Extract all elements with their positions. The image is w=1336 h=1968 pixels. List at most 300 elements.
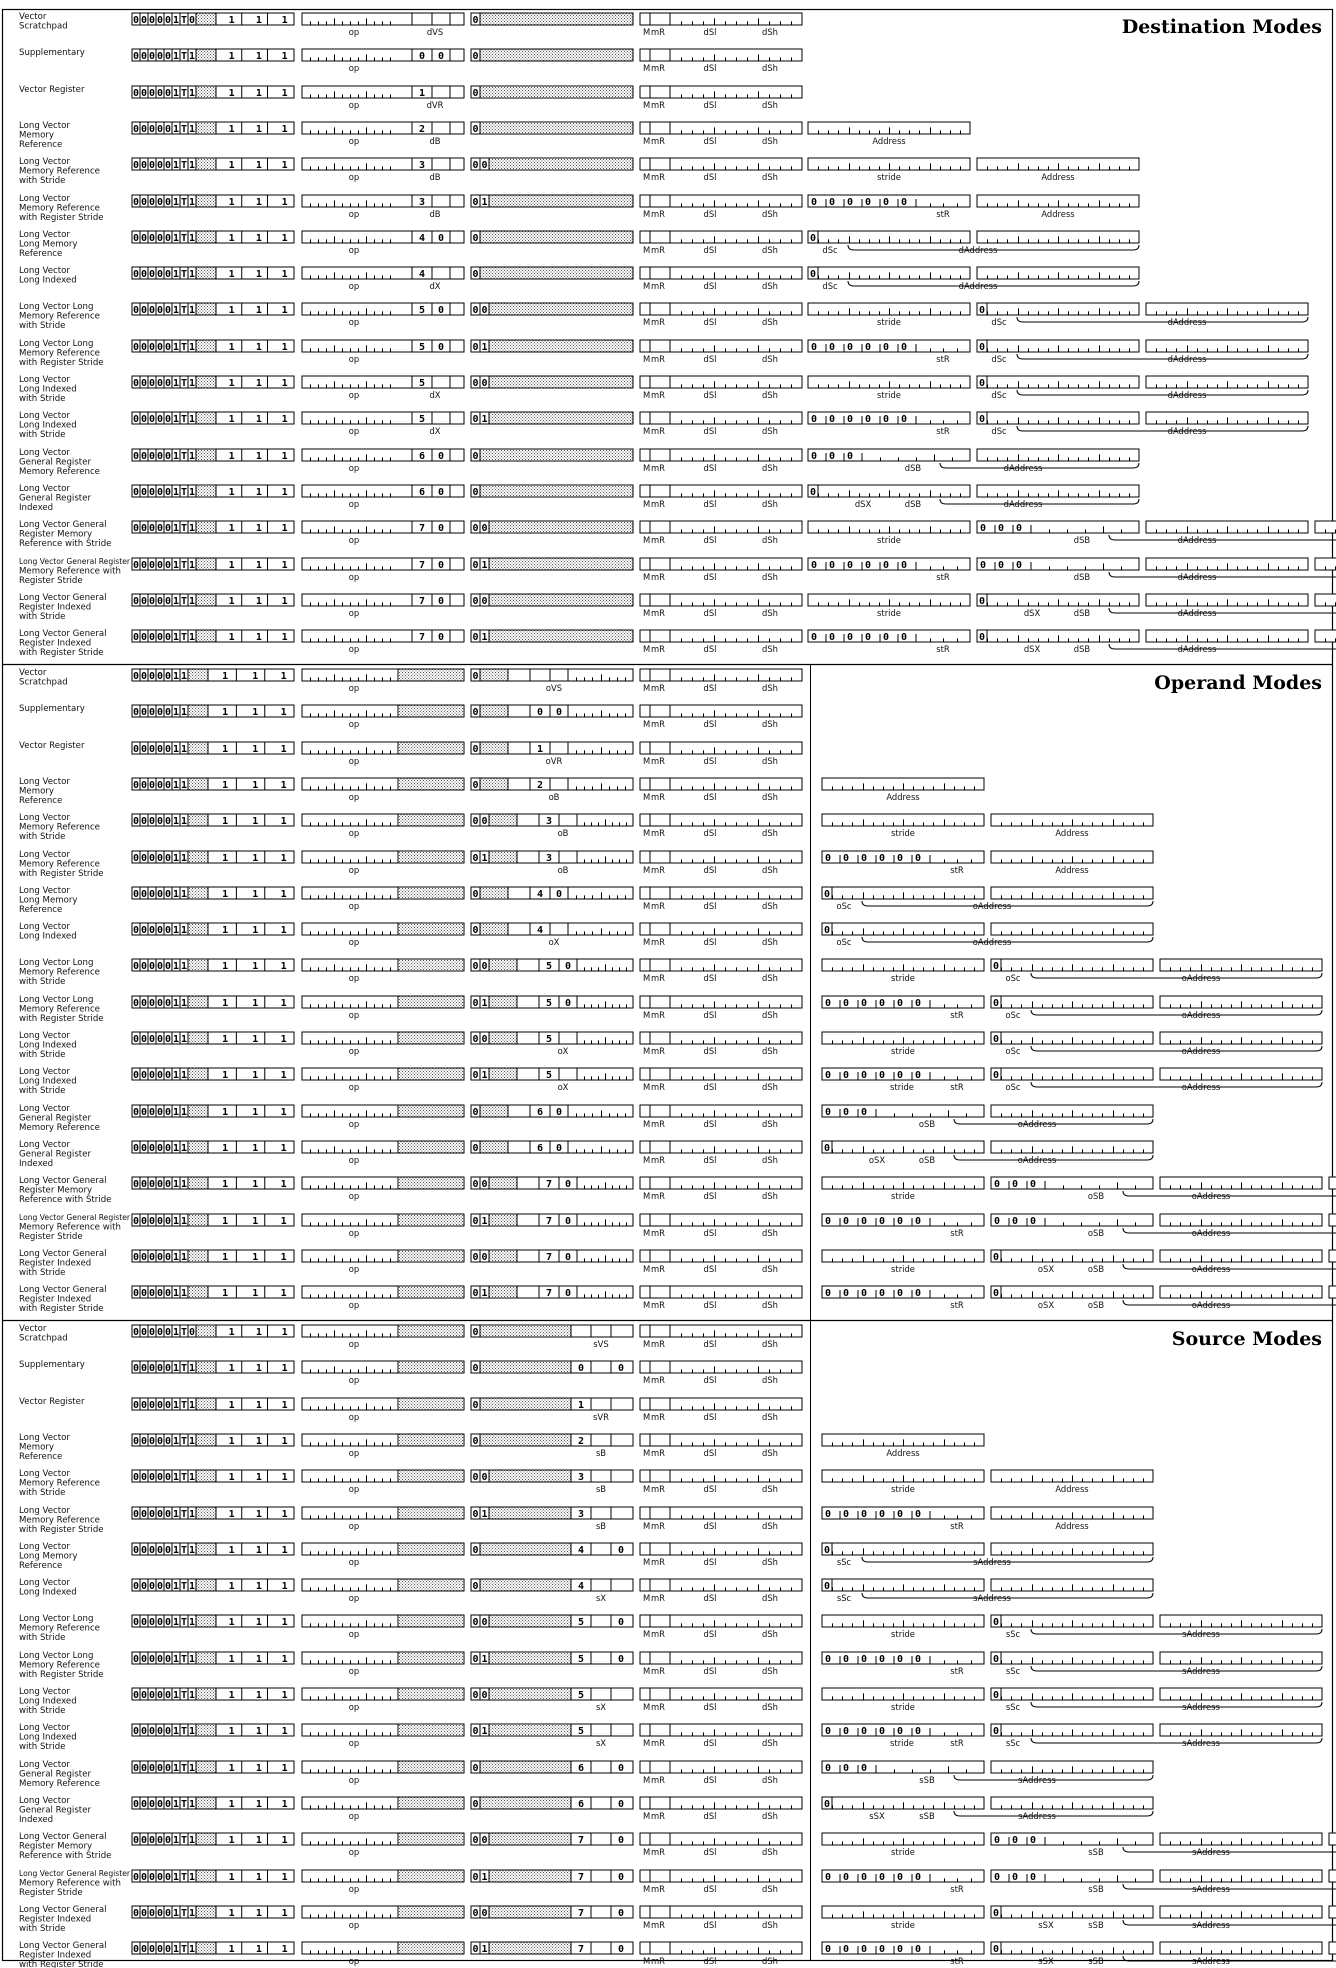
mr-caption: mR xyxy=(651,1412,665,1422)
mode-bit: 0 xyxy=(472,51,479,62)
mode-shaded-field xyxy=(489,1507,571,1519)
field-digit: 1 xyxy=(255,1581,262,1592)
m-caption: M xyxy=(643,390,651,400)
extension-caption: stR xyxy=(936,426,950,436)
field-digit: 1 xyxy=(281,1363,288,1374)
zero-bit: 0 xyxy=(860,1288,868,1299)
opcode-bit: 0 xyxy=(156,15,164,26)
opcode-bit: 0 xyxy=(148,780,156,791)
zero-bit: 0 xyxy=(978,596,986,607)
modifier-word xyxy=(640,778,802,802)
opcode-bit: 1 xyxy=(172,1617,180,1628)
row-label: with Stride xyxy=(19,394,66,404)
row-label: Supplementary xyxy=(19,1360,85,1370)
opcode-bit: 0 xyxy=(132,233,140,244)
mode-digit: 2 xyxy=(536,780,544,791)
opcode-bit: T xyxy=(180,1472,188,1483)
zero-bit: 0 xyxy=(900,560,908,571)
span-brace xyxy=(1017,426,1308,431)
row-label: Memory xyxy=(19,130,54,141)
modifier-word xyxy=(640,1032,802,1056)
extension-word xyxy=(822,1470,984,1494)
format-row xyxy=(19,1104,1153,1133)
mr-caption: mR xyxy=(651,901,665,911)
extension-caption: stride xyxy=(877,535,901,545)
sb-caption: oSB xyxy=(1087,1228,1105,1238)
field-digit: 1 xyxy=(228,487,235,498)
field-digit: 1 xyxy=(222,744,229,755)
row-label: Long Indexed xyxy=(19,275,77,286)
opcode-bit: 0 xyxy=(148,124,156,135)
row-label: with Stride xyxy=(19,1268,66,1278)
opcode-bit: 0 xyxy=(140,671,148,682)
dsh-caption: dSh xyxy=(762,1010,778,1020)
opcode-bit: 1 xyxy=(180,1252,188,1263)
mode-digit: 0 xyxy=(564,1288,572,1299)
opcode-word xyxy=(132,1615,294,1628)
zero-bit: 0 xyxy=(992,1070,1000,1081)
dsl-caption: dSl xyxy=(703,172,717,182)
opcode-bit: 0 xyxy=(140,1509,148,1520)
zero-bit: 0 xyxy=(842,1107,850,1118)
extension-caption: stride xyxy=(890,1082,914,1092)
address-word xyxy=(1315,630,1336,642)
opcode-bit: 1 xyxy=(172,596,180,607)
field-digit: 1 xyxy=(252,1179,259,1190)
field-digit: 1 xyxy=(252,1107,259,1118)
zero-bit: 0 xyxy=(864,414,872,425)
dsl-caption: dSl xyxy=(703,828,717,838)
mr-caption: mR xyxy=(651,1339,665,1349)
m-caption: M xyxy=(643,1264,651,1274)
opcode-bit: 1 xyxy=(188,378,196,389)
zero-bit: 0 xyxy=(860,1509,868,1520)
zero-bit: 0 xyxy=(828,342,836,353)
mode-bit: 0 xyxy=(472,1034,479,1045)
mode-shaded-field xyxy=(489,594,633,606)
zero-bit: 0 xyxy=(809,233,817,244)
modifier-word xyxy=(640,1177,802,1201)
mode-shaded-field xyxy=(489,340,633,352)
modifier-word xyxy=(640,923,802,947)
modifier-word xyxy=(640,303,802,327)
modifier-word xyxy=(640,558,802,582)
zero-bit: 0 xyxy=(823,1581,831,1592)
mode-bit: 0 xyxy=(472,1070,479,1081)
opcode-bit: 0 xyxy=(156,780,164,791)
opcode-word xyxy=(132,1543,294,1556)
row-label: Register Indexed xyxy=(19,638,92,649)
opcode-bit: 0 xyxy=(140,707,148,718)
opcode-word xyxy=(132,669,294,682)
opcode-bit: 0 xyxy=(164,88,172,99)
opcode-bit: 1 xyxy=(172,853,180,864)
mr-caption: mR xyxy=(651,63,665,73)
opcode-shaded-field xyxy=(196,1615,216,1627)
op-shaded-field xyxy=(398,742,464,754)
zero-bit: 0 xyxy=(823,1143,831,1154)
zero-bit: 0 xyxy=(896,1288,904,1299)
opcode-word xyxy=(132,122,294,135)
address-word xyxy=(1160,1214,1322,1226)
mode-bit: 0 xyxy=(472,744,479,755)
dsh-caption: dSh xyxy=(762,1119,778,1129)
opcode-bit: 1 xyxy=(172,1545,180,1556)
field-caption: oX xyxy=(557,1082,569,1092)
opcode-bit: 0 xyxy=(156,596,164,607)
opcode-bit: T xyxy=(180,1327,188,1338)
opcode-bit: 0 xyxy=(140,1034,148,1045)
opcode-word xyxy=(132,959,294,972)
zero-bit: 0 xyxy=(900,414,908,425)
modifier-box xyxy=(640,122,802,134)
opcode-bit: 1 xyxy=(172,305,180,316)
zero-bit: 0 xyxy=(978,632,986,643)
mode-shaded-field xyxy=(489,996,517,1008)
opcode-bit: 1 xyxy=(180,998,188,1009)
mode-digit: 0 xyxy=(564,961,572,972)
mode-bit: 0 xyxy=(472,233,479,244)
zero-bit: 0 xyxy=(823,1545,831,1556)
dsh-caption: dSh xyxy=(762,1375,778,1385)
op-word xyxy=(302,594,464,618)
op-word xyxy=(302,1177,464,1201)
extension-sbxl xyxy=(977,630,1336,654)
row-label: Reference with Stride xyxy=(19,539,112,549)
op-word xyxy=(302,412,464,436)
span-brace xyxy=(1017,317,1308,322)
extension-zeros xyxy=(822,1068,984,1092)
op-caption: op xyxy=(348,463,360,473)
extension-scl xyxy=(977,303,1308,327)
extension-word xyxy=(977,158,1139,182)
dsh-caption: dSh xyxy=(762,172,778,182)
mode-bit: 0 xyxy=(472,998,479,1009)
opcode-bit: T xyxy=(180,197,188,208)
opcode-bit: 0 xyxy=(148,1179,156,1190)
sb-caption: oSB xyxy=(918,1155,936,1165)
mode-bit: 1 xyxy=(481,632,488,643)
opcode-bit: 1 xyxy=(180,961,188,972)
row-label: Long Vector xyxy=(19,1067,70,1077)
field-caption: oB xyxy=(548,792,560,802)
opcode-bit: 0 xyxy=(140,523,148,534)
opcode-bit: 1 xyxy=(172,560,180,571)
field-digit: 1 xyxy=(281,305,288,316)
opcode-shaded-field xyxy=(188,1068,208,1080)
format-row xyxy=(19,1213,1336,1242)
row-label: Memory Reference xyxy=(19,348,100,359)
opcode-bit: 0 xyxy=(132,378,140,389)
field-digit: 1 xyxy=(281,632,288,643)
opcode-bit: 0 xyxy=(132,671,140,682)
op-caption: op xyxy=(348,1119,360,1129)
m-caption: M xyxy=(643,865,651,875)
opcode-bit: 0 xyxy=(164,780,172,791)
opcode-shaded-field xyxy=(196,449,216,461)
opcode-bit: 1 xyxy=(180,853,188,864)
opcode-bit: 1 xyxy=(172,1509,180,1520)
opcode-bit: 1 xyxy=(172,1581,180,1592)
field-digit: 1 xyxy=(255,51,262,62)
opcode-word xyxy=(132,742,294,755)
zero-bit: 0 xyxy=(992,1252,1000,1263)
dsh-caption: dSh xyxy=(762,1484,778,1494)
sb-caption: dSB xyxy=(1073,644,1091,654)
extension-sc xyxy=(822,1543,1153,1567)
field-digit: 1 xyxy=(255,1363,262,1374)
zero-bit: 0 xyxy=(860,998,868,1009)
mode-digit: 0 xyxy=(555,707,563,718)
address-caption: oAddress xyxy=(1181,1082,1221,1092)
field-digit: 1 xyxy=(228,414,235,425)
mr-caption: mR xyxy=(651,27,665,37)
modifier-box xyxy=(640,1032,802,1044)
mode-bit: 0 xyxy=(472,889,479,900)
mode-digit: 2 xyxy=(577,1436,585,1447)
opcode-bit: 0 xyxy=(140,342,148,353)
extension-caption: stR xyxy=(936,572,950,582)
opcode-shaded-field xyxy=(196,49,216,61)
extension-caption: stride xyxy=(891,1484,915,1494)
opcode-bit: 0 xyxy=(164,853,172,864)
m-caption: M xyxy=(643,63,651,73)
opcode-bit: 1 xyxy=(188,342,196,353)
extension-word xyxy=(977,158,1139,170)
format-row xyxy=(19,1140,1153,1169)
modifier-word xyxy=(640,376,802,400)
op-shaded-field xyxy=(398,1398,464,1410)
mode-digit: 1 xyxy=(577,1400,585,1411)
opcode-bit: 0 xyxy=(148,596,156,607)
field-digit: 1 xyxy=(280,816,287,827)
opcode-bit: 0 xyxy=(164,51,172,62)
zero-bit: 0 xyxy=(1011,1216,1019,1227)
op-digit: 7 xyxy=(418,596,426,607)
row-label: Register Memory xyxy=(19,1185,93,1196)
opcode-bit: 0 xyxy=(156,961,164,972)
modifier-box xyxy=(640,1141,802,1153)
opcode-bit: 0 xyxy=(132,1252,140,1263)
field-digit: 1 xyxy=(280,1034,287,1045)
dsh-caption: dSh xyxy=(762,100,778,110)
field-digit: 1 xyxy=(280,707,287,718)
opcode-shaded-field xyxy=(196,1398,216,1410)
mode-word xyxy=(471,231,633,244)
opcode-shaded-field xyxy=(196,1507,216,1519)
format-row xyxy=(19,995,1322,1024)
field-digit: 1 xyxy=(255,632,262,643)
m-caption: M xyxy=(643,901,651,911)
field-digit: 1 xyxy=(281,88,288,99)
opcode-bit: 0 xyxy=(132,269,140,280)
zero-bit: 0 xyxy=(828,414,836,425)
zero-bit: 0 xyxy=(846,197,854,208)
dsl-caption: dSl xyxy=(703,572,717,582)
format-row xyxy=(19,194,1139,223)
zero-bit: 0 xyxy=(997,523,1005,534)
op-shaded-field xyxy=(398,1543,464,1555)
row-label: Long Vector xyxy=(19,1469,70,1479)
zero-bit: 0 xyxy=(992,961,1000,972)
section-title: Destination Modes xyxy=(1121,16,1322,38)
mode-shaded-field xyxy=(489,814,517,826)
mode-shaded-field xyxy=(489,303,633,315)
mode-bit: 0 xyxy=(472,487,479,498)
mr-caption: mR xyxy=(651,1375,665,1385)
extension-zeros xyxy=(808,630,970,654)
dsl-caption: dSl xyxy=(703,1593,717,1603)
opcode-bit: 0 xyxy=(148,632,156,643)
field-digit: 1 xyxy=(255,596,262,607)
mode-word xyxy=(471,742,633,766)
span-brace xyxy=(1109,572,1336,577)
mode-word xyxy=(471,1214,633,1227)
format-row xyxy=(19,958,1322,987)
op-word xyxy=(302,1032,464,1056)
opcode-bit: 0 xyxy=(140,744,148,755)
dsh-caption: dSh xyxy=(762,281,778,291)
row-label: Long Vector xyxy=(19,266,70,276)
mr-caption: mR xyxy=(651,172,665,182)
extension-caption: stride xyxy=(891,1046,915,1056)
extension-caption: stR xyxy=(950,1300,964,1310)
zero-bit: 0 xyxy=(860,1070,868,1081)
modifier-box xyxy=(640,195,802,207)
span-brace xyxy=(1109,644,1336,649)
opcode-bit: 0 xyxy=(148,1216,156,1227)
opcode-bit: 0 xyxy=(164,1107,172,1118)
opcode-bit: 0 xyxy=(156,1143,164,1154)
dsl-caption: dSl xyxy=(703,463,717,473)
address-word xyxy=(1146,340,1308,352)
opcode-bit: 1 xyxy=(172,816,180,827)
address-word xyxy=(1146,376,1308,388)
word-box xyxy=(1329,1286,1336,1298)
field-digit: 1 xyxy=(255,1472,262,1483)
opcode-bit: 0 xyxy=(164,1070,172,1081)
zero-bit: 0 xyxy=(824,1509,832,1520)
address-caption: oAddress xyxy=(1181,973,1221,983)
row-label: with Register Stride xyxy=(19,1304,104,1314)
zero-bit: 0 xyxy=(914,853,922,864)
op-shaded-field xyxy=(398,1325,464,1337)
opcode-bit: 0 xyxy=(164,961,172,972)
mode-bit: 0 xyxy=(481,816,488,827)
op-digit: 7 xyxy=(418,560,426,571)
modifier-box xyxy=(640,1543,802,1555)
mode-bit: 1 xyxy=(481,1216,488,1227)
mr-caption: mR xyxy=(651,1082,665,1092)
modifier-box xyxy=(640,814,802,826)
opcode-shaded-field xyxy=(196,86,216,98)
sc-caption: sSc xyxy=(836,1557,852,1567)
opcode-bit: 0 xyxy=(148,1363,156,1374)
op-caption: op xyxy=(348,100,360,110)
opcode-bit: 1 xyxy=(172,88,180,99)
opcode-bit: 0 xyxy=(164,925,172,936)
op-word xyxy=(302,158,464,182)
field-digit: 1 xyxy=(252,671,259,682)
modifier-word xyxy=(640,814,802,838)
mode-bit: 1 xyxy=(481,560,488,571)
span-brace xyxy=(1109,535,1336,540)
opcode-bit: 0 xyxy=(140,15,148,26)
modifier-box xyxy=(640,594,802,606)
zero-bit: 0 xyxy=(842,1216,850,1227)
op-word xyxy=(302,13,464,37)
op-word xyxy=(302,923,464,947)
extension-word xyxy=(822,959,984,971)
sc-caption: sSc xyxy=(836,1593,852,1603)
op-digit: 3 xyxy=(418,160,426,171)
mr-caption: mR xyxy=(651,499,665,509)
dsl-caption: dSl xyxy=(703,27,717,37)
opcode-bit: 1 xyxy=(188,560,196,571)
address-caption: oAddress xyxy=(1181,1010,1221,1020)
mode-digit: 5 xyxy=(545,961,553,972)
opcode-bit: 0 xyxy=(140,1252,148,1263)
format-row xyxy=(19,411,1308,440)
opcode-bit: 0 xyxy=(148,88,156,99)
opcode-bit: 1 xyxy=(180,889,188,900)
field-digit: 1 xyxy=(228,342,235,353)
row-label: Memory Reference xyxy=(19,1623,100,1634)
opcode-word xyxy=(132,412,294,425)
op-word xyxy=(302,887,464,911)
address-word xyxy=(1329,1214,1336,1226)
opcode-bit: 1 xyxy=(180,925,188,936)
opcode-word xyxy=(132,1470,294,1483)
opcode-bit: 0 xyxy=(164,1179,172,1190)
field-digit: 1 xyxy=(281,1581,288,1592)
dsh-caption: dSh xyxy=(762,209,778,219)
row-label: Long Vector xyxy=(19,850,70,860)
sc-caption: oSc xyxy=(1005,1082,1021,1092)
m-caption: M xyxy=(643,683,651,693)
address-caption: oAddress xyxy=(1017,1155,1057,1165)
modifier-box xyxy=(640,558,802,570)
opcode-bit: 0 xyxy=(140,1545,148,1556)
op-shaded-field xyxy=(398,705,464,717)
zero-bit: 0 xyxy=(896,1216,904,1227)
opcode-word xyxy=(132,13,294,26)
opcode-bit: 0 xyxy=(164,816,172,827)
op-caption: op xyxy=(348,792,360,802)
extension-sbxl xyxy=(977,594,1336,618)
opcode-bit: 0 xyxy=(140,51,148,62)
dsl-caption: dSl xyxy=(703,1521,717,1531)
opcode-word xyxy=(132,1105,294,1118)
extension-scl xyxy=(991,996,1322,1020)
zero-bit: 0 xyxy=(896,1070,904,1081)
mode-word xyxy=(471,1141,633,1154)
row-label: Register Stride xyxy=(19,576,83,586)
format-row xyxy=(19,1249,1336,1278)
opcode-bit: 1 xyxy=(172,451,180,462)
mode-word xyxy=(471,669,633,693)
op-caption: op xyxy=(348,1191,360,1201)
field-digit: 1 xyxy=(252,925,259,936)
field-digit: 1 xyxy=(228,269,235,280)
opcode-bit: 0 xyxy=(132,1509,140,1520)
dsl-caption: dSl xyxy=(703,756,717,766)
dsh-caption: dSh xyxy=(762,1593,778,1603)
row-label: Memory Reference xyxy=(19,822,100,833)
row-label: Long Vector Long xyxy=(19,1614,94,1624)
opcode-bit: 0 xyxy=(140,1400,148,1411)
extension-zeros xyxy=(822,1214,984,1238)
